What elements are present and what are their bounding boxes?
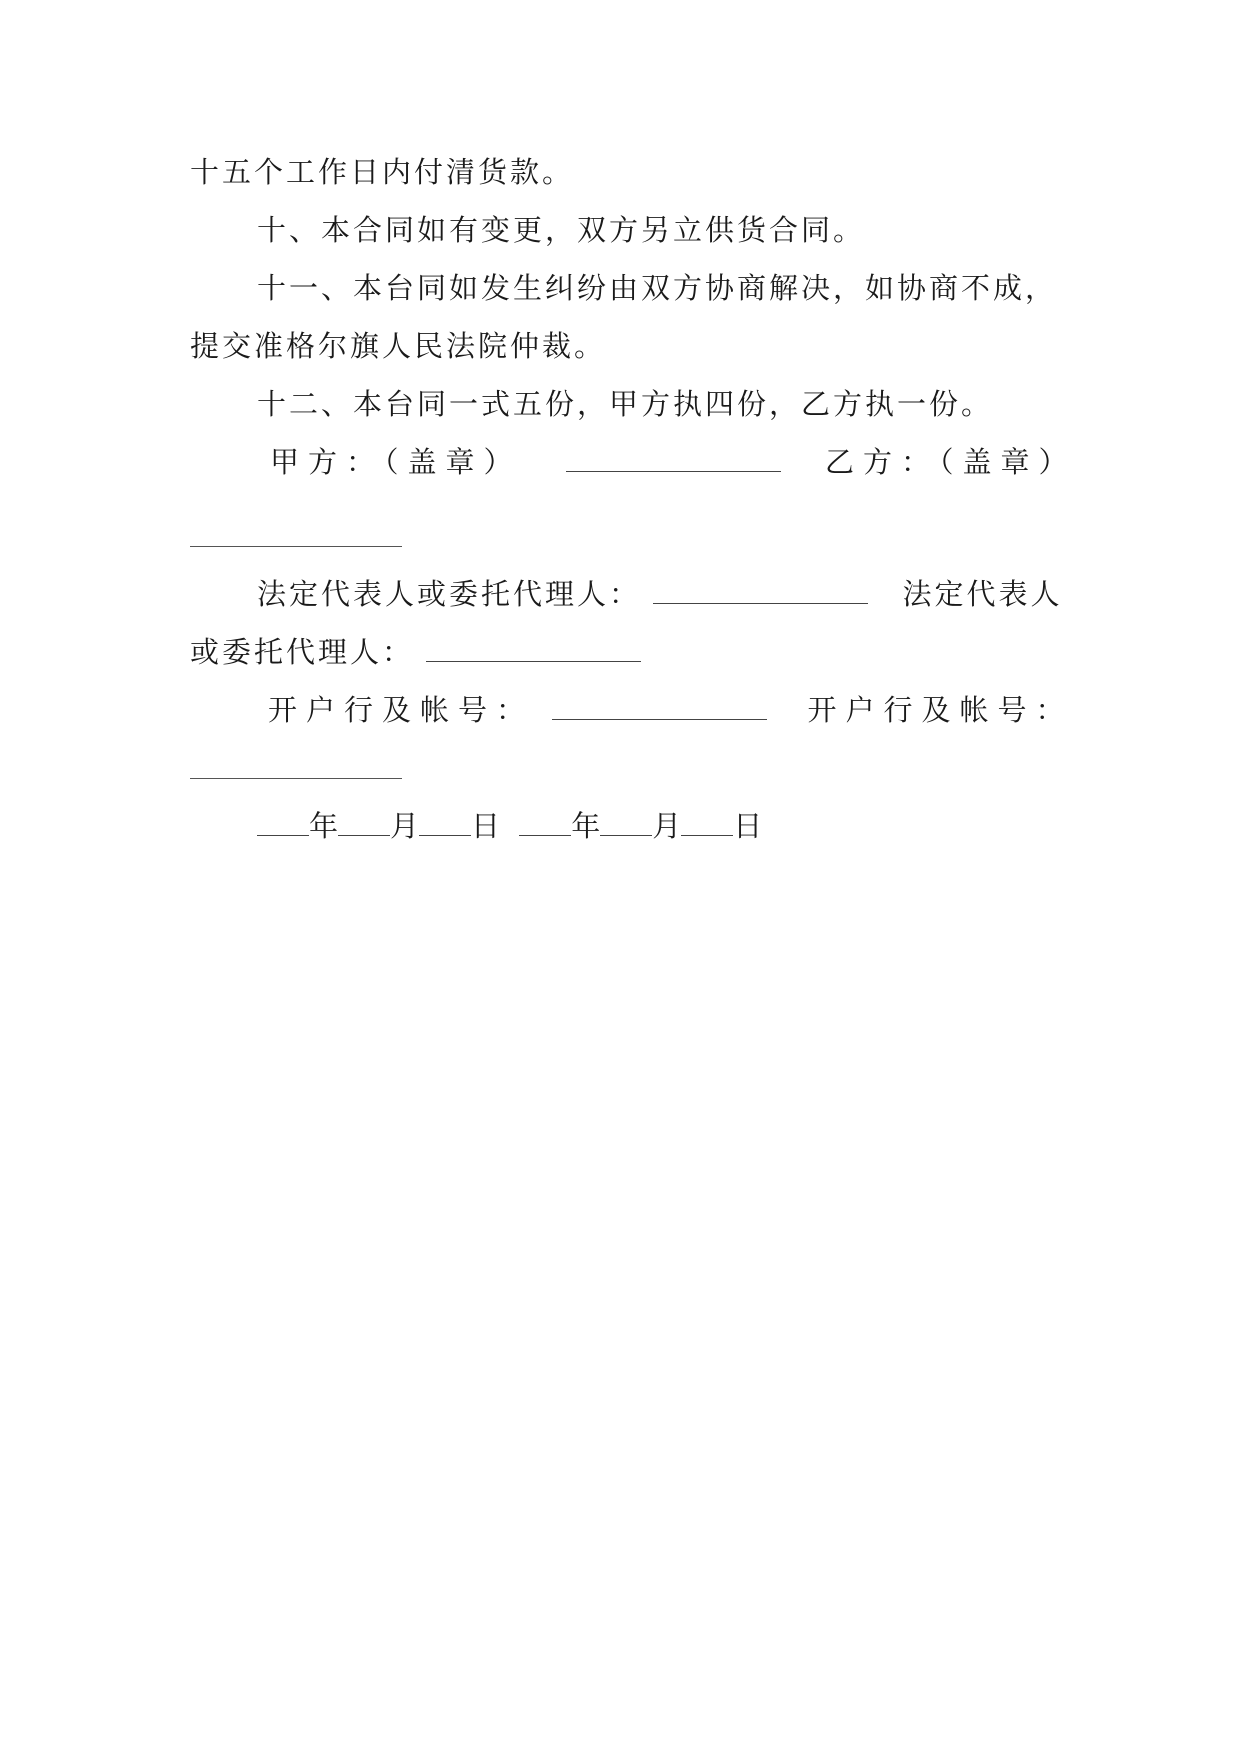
party-a-rep-blank[interactable] [653,577,868,604]
clause-10-text: 十、本合同如有变更，双方另立供货合同。 [257,213,866,247]
party-b-day-blank[interactable] [681,809,733,836]
clause-11-text-1: 十一、本台同如发生纠纷由双方协商解决，如协商不成， [257,271,1058,305]
party-b-seal-label: 乙方：（盖章） [824,445,1077,479]
clause-11-text-2: 提交准格尔旗人民法院仲裁。 [190,329,607,363]
clause-11-line-2 [190,326,1060,366]
party-a-bank-label: 开户行及帐号： [268,693,535,727]
party-b-rep-label-2: 或委托代理人： [190,635,415,669]
party-b-month-label: 月 [652,809,682,843]
party-a-year-label: 年 [309,809,339,843]
party-b-bank-blank[interactable] [190,778,402,779]
payment-term-text: 十五个工作日内付清货款。 [190,155,575,189]
party-a-year-blank[interactable] [257,809,309,836]
payment-term-line [190,152,1060,192]
party-a-bank-blank[interactable] [552,693,767,720]
date-row [257,806,1127,846]
clause-12 [257,384,1127,424]
party-b-rep-blank[interactable] [426,635,641,662]
clause-12-text: 十二、本台同一式五份，甲方执四份，乙方执一份。 [257,387,994,421]
party-b-bank-label: 开户行及帐号： [807,693,1074,727]
party-a-seal-blank[interactable] [566,445,781,472]
party-b-day-label: 日 [733,809,763,843]
clause-11-line-1 [257,268,1127,308]
clause-10 [257,210,1127,250]
party-b-month-blank[interactable] [600,809,652,836]
party-b-year-blank[interactable] [519,809,571,836]
party-a-rep-label: 法定代表人或委托代理人： [257,577,642,611]
seal-row [270,442,1140,482]
party-b-rep-label: 法定代表人 [902,577,1063,611]
party-a-month-blank[interactable] [338,809,390,836]
representative-row-2 [190,632,1060,672]
representative-row [257,574,1127,614]
party-b-year-label: 年 [571,809,601,843]
party-a-month-label: 月 [390,809,420,843]
party-a-seal-label: 甲方：（盖章） [270,445,522,479]
party-a-day-blank[interactable] [419,809,471,836]
bank-row [268,690,1138,730]
party-a-day-label: 日 [471,809,501,843]
party-b-seal-blank[interactable] [190,546,402,547]
